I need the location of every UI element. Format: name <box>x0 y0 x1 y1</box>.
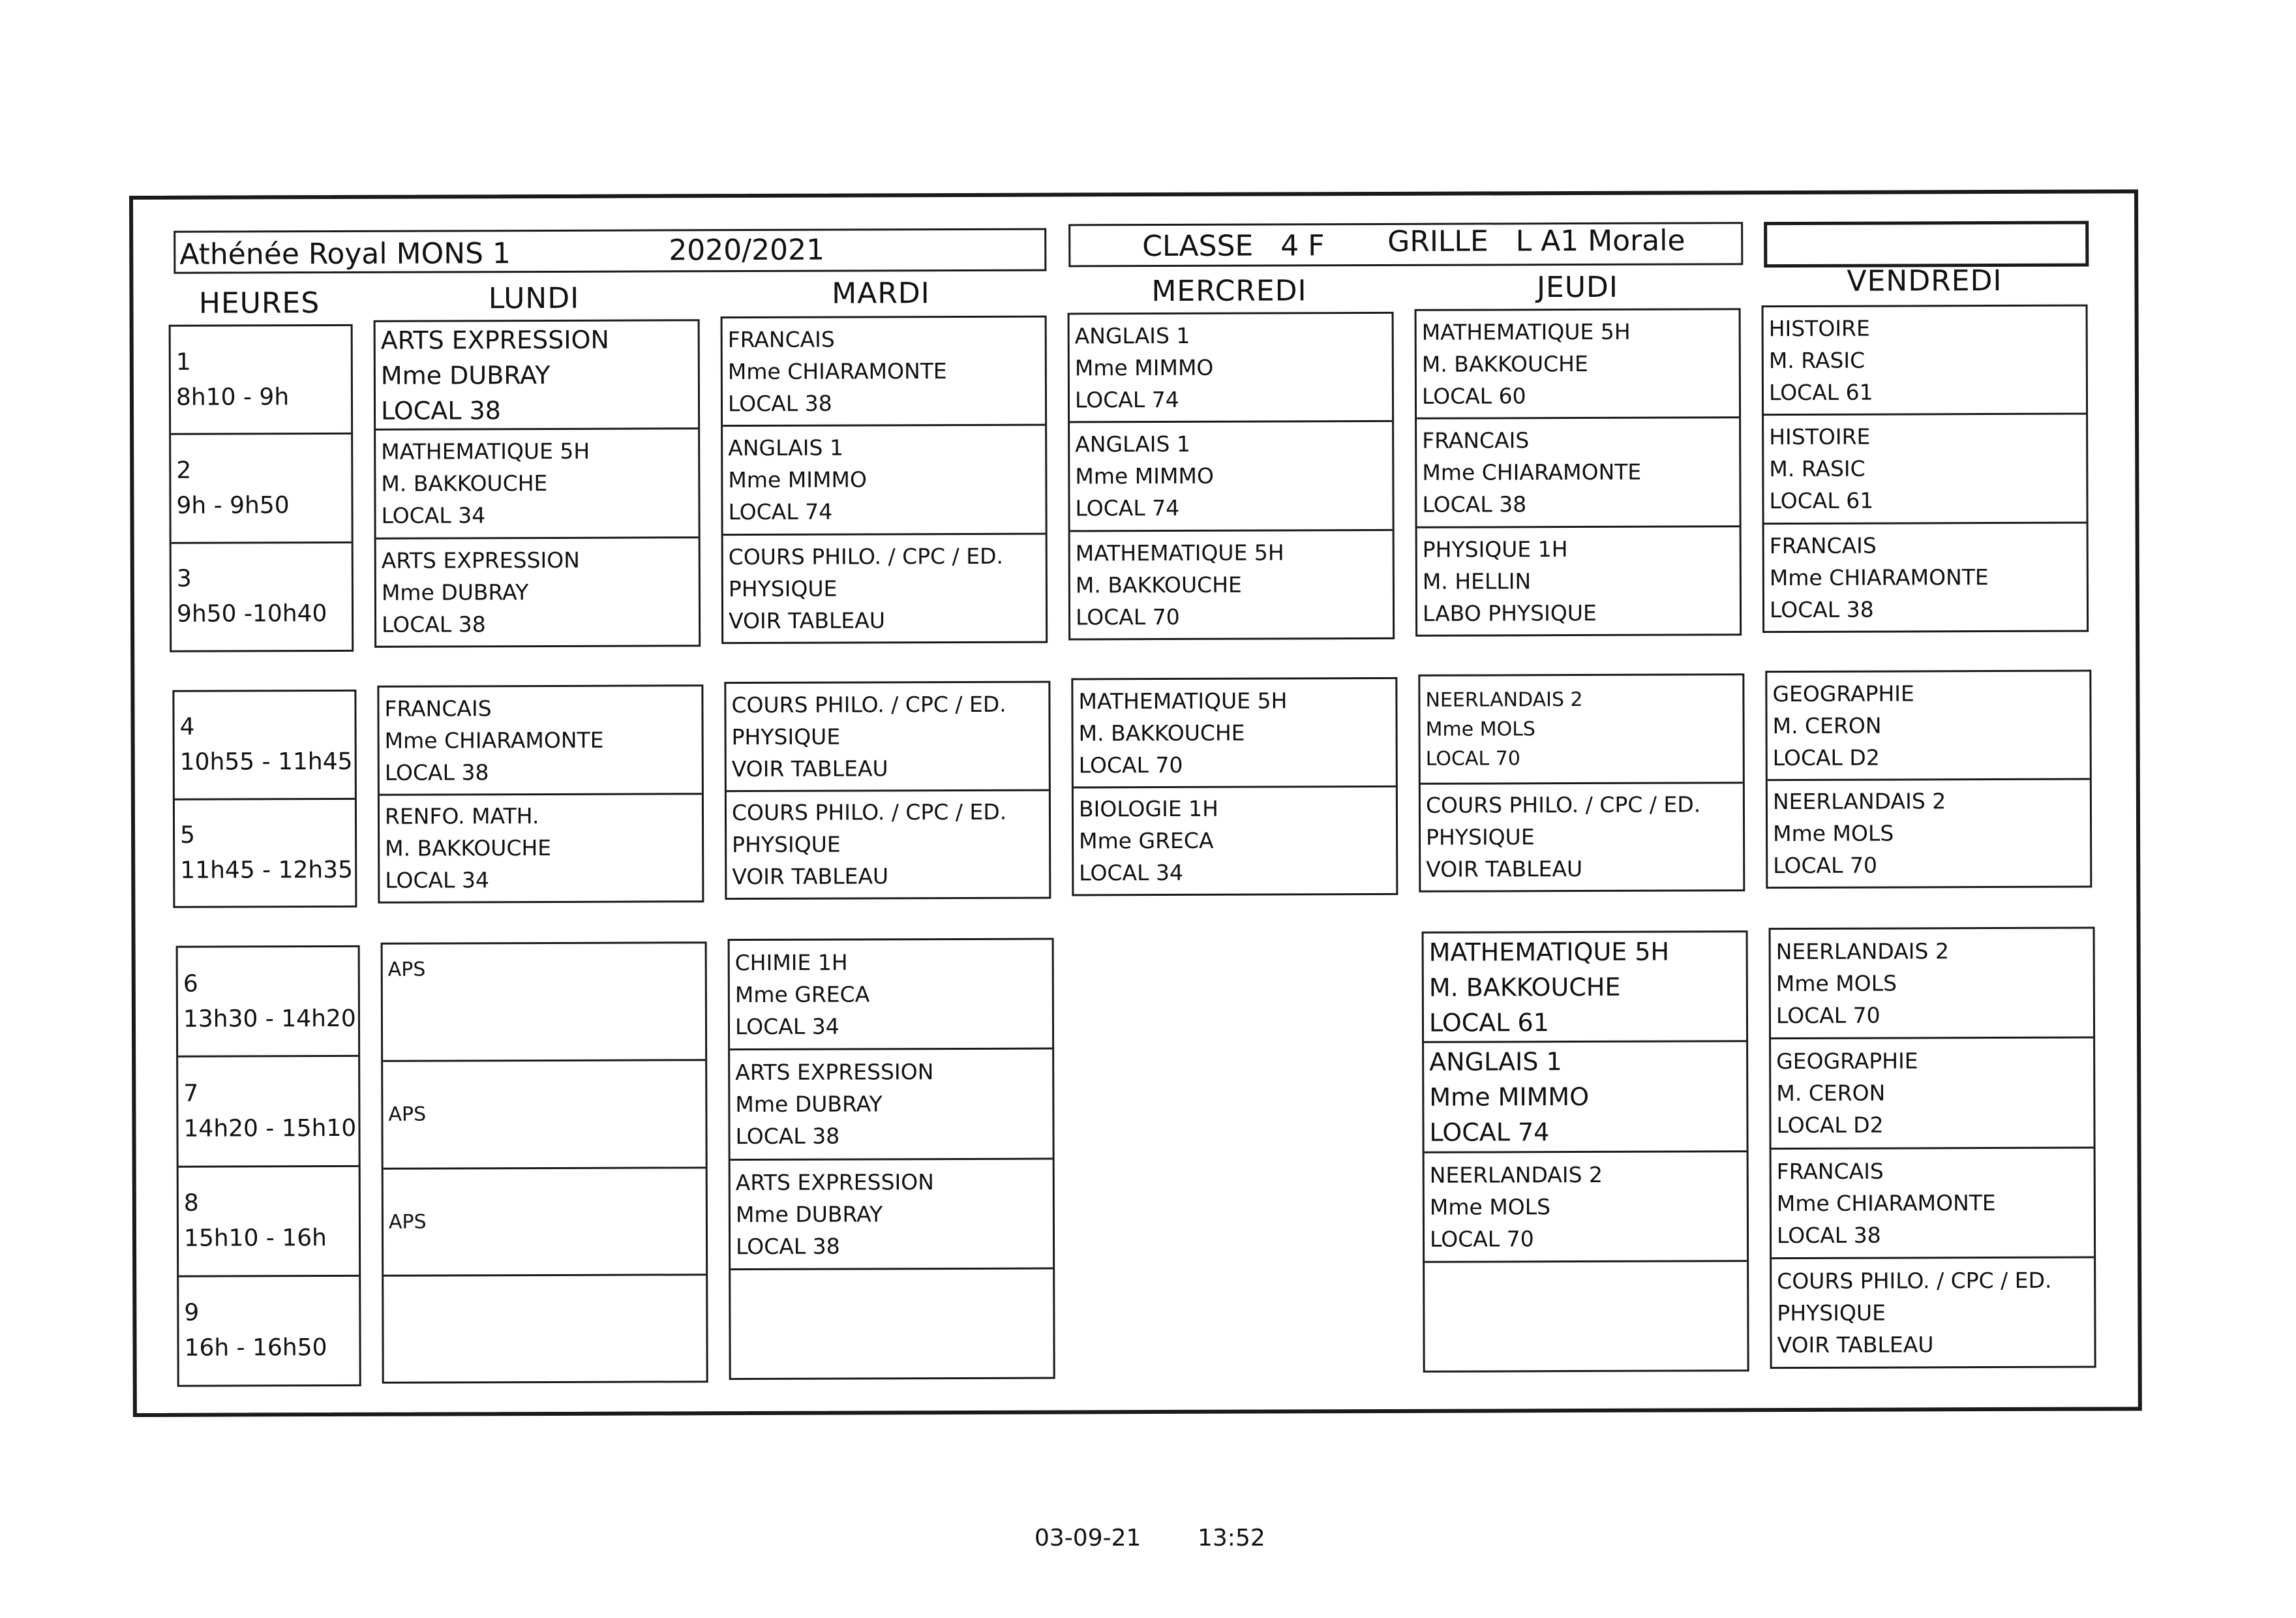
lundi-block-1 <box>374 319 701 648</box>
course-cell: HISTOIRE M. RASIC LOCAL 61 <box>1764 307 2087 416</box>
jeudi-block-3 <box>1422 930 1749 1373</box>
timetable-frame <box>129 189 2142 1417</box>
course-cell: ANGLAIS 1 Mme MIMMO LOCAL 74 <box>723 426 1046 536</box>
course-cell: GEOGRAPHIE M. CERON LOCAL D2 <box>1771 1039 2094 1150</box>
course-cell: COURS PHILO. / CPC / ED. PHYSIQUE VOIR TABLEAU <box>728 543 1004 633</box>
course-cell: ANGLAIS 1 Mme MIMMO LOCAL 74 <box>1070 422 1393 532</box>
course-cell: RENFO. MATH. M. BAKKOUCHE LOCAL 34 <box>384 803 552 894</box>
course-cell: MATHEMATIQUE 5H M. BAKKOUCHE LOCAL 60 <box>1417 310 1740 420</box>
lundi-block-3 <box>381 941 708 1384</box>
course-cell: BIOLOGIE 1H Mme GRECA LOCAL 34 <box>1078 796 1219 886</box>
course-cell: ARTS EXPRESSION Mme DUBRAY LOCAL 38 <box>731 1159 1053 1270</box>
school-header-box <box>174 228 1046 274</box>
empty-header-box <box>1764 221 2089 268</box>
course-cell: COURS PHILO. / CPC / ED. PHYSIQUE VOIR TABLEAU <box>726 683 1049 792</box>
vendredi-block-1 <box>1762 305 2089 633</box>
class-header-box <box>1068 222 1743 267</box>
course-cell: MATHEMATIQUE 5H M. BAKKOUCHE LOCAL 61 <box>1424 932 1747 1043</box>
print-time: 13:52 <box>1198 1525 1265 1551</box>
hours-block-afternoon <box>176 945 361 1387</box>
empty-cell <box>384 1275 706 1382</box>
day-lundi: LUNDI <box>488 281 580 316</box>
jeudi-block-2 <box>1418 673 1745 893</box>
course-cell: COURS PHILO. / CPC / ED. PHYSIQUE VOIR TABLEAU <box>1777 1267 2052 1358</box>
mardi-block-1 <box>721 316 1048 645</box>
hour-cell: 1 8h10 - 9h <box>171 326 352 435</box>
course-cell: MATHEMATIQUE 5H M. BAKKOUCHE LOCAL 70 <box>1075 540 1284 630</box>
course-cell: FRANCAIS Mme CHIARAMONTE LOCAL 38 <box>1417 419 1740 528</box>
mercredi-block-1 <box>1068 312 1395 641</box>
course-cell: GEOGRAPHIE M. CERON LOCAL D2 <box>1767 672 2090 781</box>
hour-cell: 2 9h - 9h50 <box>171 435 352 543</box>
mardi-block-2 <box>724 681 1051 900</box>
empty-cell <box>1425 1262 1747 1371</box>
course-cell: HISTOIRE M. RASIC LOCAL 61 <box>1764 415 2087 525</box>
course-cell: ARTS EXPRESSION Mme DUBRAY LOCAL 38 <box>730 1050 1053 1161</box>
hour-cell: 5 11h45 - 12h35 <box>180 821 354 884</box>
day-heures: HEURES <box>198 286 320 320</box>
empty-cell <box>731 1269 1053 1378</box>
course-cell: PHYSIQUE 1H M. HELLIN LABO PHYSIQUE <box>1422 536 1597 626</box>
school-name: Athénée Royal MONS 1 <box>179 237 511 271</box>
course-cell: NEERLANDAIS 2 Mme MOLS LOCAL 70 <box>1425 1152 1747 1263</box>
mercredi-block-2 <box>1071 677 1398 896</box>
course-cell: APS <box>384 1168 706 1277</box>
course-cell: NEERLANDAIS 2 Mme MOLS LOCAL 70 <box>1420 675 1743 784</box>
grille-label: GRILLE L A1 Morale <box>1387 224 1685 258</box>
day-jeudi: JEUDI <box>1536 270 1618 305</box>
mardi-block-3 <box>728 938 1055 1381</box>
course-cell: APS <box>383 1061 706 1169</box>
hour-cell: 4 10h55 - 11h45 <box>174 692 355 800</box>
vendredi-block-3 <box>1769 927 2096 1369</box>
course-cell: CHIMIE 1H Mme GRECA LOCAL 34 <box>730 940 1053 1051</box>
hour-cell: 8 15h10 - 16h <box>179 1167 359 1277</box>
class-label: CLASSE 4 F <box>1142 229 1325 264</box>
course-cell: NEERLANDAIS 2 Mme MOLS LOCAL 70 <box>1771 929 2094 1040</box>
school-year: 2020/2021 <box>669 233 825 267</box>
course-cell: FRANCAIS Mme CHIARAMONTE LOCAL 38 <box>723 318 1046 427</box>
course-cell: COURS PHILO. / CPC / ED. PHYSIQUE VOIR TABLEAU <box>731 799 1007 890</box>
course-cell: ANGLAIS 1 Mme MIMMO LOCAL 74 <box>1424 1042 1747 1153</box>
hours-block-morning-1 <box>169 324 354 652</box>
course-cell: FRANCAIS Mme CHIARAMONTE LOCAL 38 <box>379 686 702 795</box>
hour-cell: 7 14h20 - 15h10 <box>178 1057 359 1167</box>
hours-block-morning-2 <box>172 690 357 908</box>
course-cell: MATHEMATIQUE 5H M. BAKKOUCHE LOCAL 34 <box>376 430 699 540</box>
day-vendredi: VENDREDI <box>1847 264 2002 298</box>
day-mercredi: MERCREDI <box>1151 274 1307 309</box>
hour-cell: 3 9h50 -10h40 <box>176 566 327 628</box>
course-cell: FRANCAIS Mme CHIARAMONTE LOCAL 38 <box>1769 532 1989 622</box>
hour-cell: 9 16h - 16h50 <box>184 1300 327 1362</box>
lundi-block-2 <box>377 684 704 904</box>
course-cell: NEERLANDAIS 2 Mme MOLS LOCAL 70 <box>1772 788 1946 879</box>
course-cell: ARTS EXPRESSION Mme DUBRAY LOCAL 38 <box>376 321 699 431</box>
course-cell: ARTS EXPRESSION Mme DUBRAY LOCAL 38 <box>381 547 580 637</box>
vendredi-block-2 <box>1765 670 2092 889</box>
jeudi-block-1 <box>1415 308 1742 637</box>
hour-cell: 6 13h30 - 14h20 <box>178 947 359 1058</box>
course-cell: ANGLAIS 1 Mme MIMMO LOCAL 74 <box>1070 314 1393 423</box>
course-cell: APS <box>383 943 706 1062</box>
course-cell: MATHEMATIQUE 5H M. BAKKOUCHE LOCAL 70 <box>1073 679 1396 788</box>
print-date: 03-09-21 <box>1035 1525 1141 1551</box>
course-cell: FRANCAIS Mme CHIARAMONTE LOCAL 38 <box>1772 1148 2094 1259</box>
day-mardi: MARDI <box>832 277 930 311</box>
course-cell: COURS PHILO. / CPC / ED. PHYSIQUE VOIR TABLEAU <box>1425 791 1701 883</box>
